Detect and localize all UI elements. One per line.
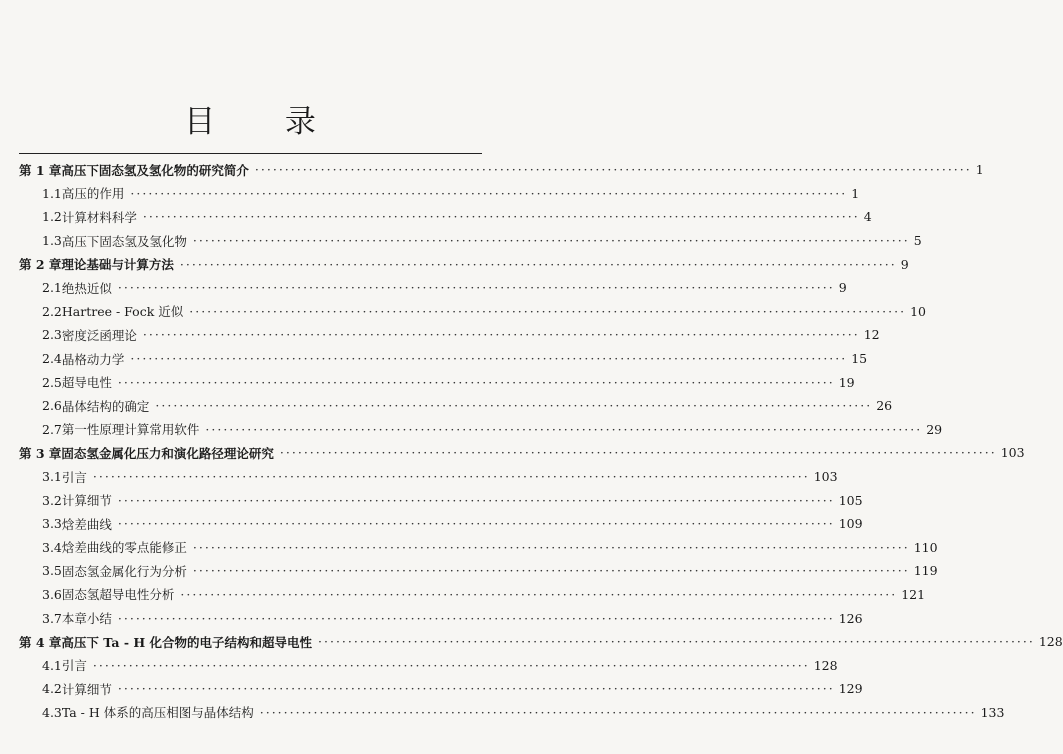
section-title: 超导电性 [61,375,112,391]
leader-dots: ························································································································ [192,563,910,579]
toc-section-entry[interactable] [0,653,838,677]
page-number: 109 [838,516,863,532]
section-number: 1.2 [42,209,62,225]
section-number: 4.3 [42,704,62,720]
page-number: 10 [910,303,926,319]
toc-section-entry[interactable] [0,559,938,583]
toc-section-entry[interactable] [0,677,863,701]
leader-dots: ························································································································ [117,492,835,508]
toc-section-entry[interactable] [0,418,943,442]
leader-dots: ························································································································ [142,209,860,225]
page-number: 128 [813,657,838,673]
page-number: 103 [813,469,838,485]
leader-dots: ························································································································ [130,185,848,201]
section-title: Ta - H 体系的高压相图与晶体结构 [61,705,254,721]
section-number: 2.3 [42,327,62,343]
page-number: 133 [980,704,1005,720]
section-title: 计算细节 [61,681,112,697]
chapter-number: 第 4 章 [19,634,62,650]
section-title: 焓差曲线 [61,516,112,532]
toc-section-entry[interactable] [0,536,938,560]
chapter-title: 高压下 Ta - H 化合物的电子结构和超导电性 [61,634,313,650]
section-title: 固态氢金属化行为分析 [61,563,187,579]
toc-section-entry[interactable] [0,394,893,418]
toc-section-entry[interactable] [0,300,926,324]
section-title: 绝热近似 [61,280,112,296]
page-number: 15 [851,351,868,367]
toc-section-entry[interactable] [0,606,863,630]
page-number: 121 [901,586,926,602]
section-number: 3.4 [42,539,62,555]
section-title: 计算细节 [61,493,112,509]
section-title: 高压的作用 [61,186,125,202]
section-title: Hartree - Fock 近似 [61,304,184,320]
chapter-number: 第 2 章 [19,257,62,273]
section-number: 2.7 [42,421,62,437]
page-number: 19 [838,374,855,390]
leader-dots: ························································································································ [254,162,972,178]
toc-section-entry[interactable] [0,583,926,607]
section-number: 4.2 [42,681,62,697]
toc-section-entry[interactable] [0,182,860,206]
section-number: 2.4 [42,351,62,367]
leader-dots: ························································································································ [192,539,910,555]
toc-section-entry[interactable] [0,323,880,347]
page-number: 126 [838,610,863,626]
leader-dots: ························································································································ [117,681,835,697]
section-title: 晶体结构的确定 [61,398,150,414]
section-number: 1.1 [42,185,62,201]
leader-dots: ························································································································ [189,303,907,319]
chapter-title: 固态氢金属化压力和演化路径理论研究 [61,445,274,461]
page-number: 129 [838,681,863,697]
leader-dots: ························································································································ [192,233,910,249]
toc-chapter-entry[interactable] [0,252,909,276]
section-number: 2.2 [42,303,62,319]
section-number: 3.5 [42,563,62,579]
leader-dots: ························································································································ [179,256,897,272]
leader-dots: ························································································································ [130,351,848,367]
section-number: 2.5 [42,374,62,390]
leader-dots: ························································································································ [117,610,835,626]
leader-dots: ························································································································ [92,657,810,673]
leader-dots: ························································································································ [142,327,860,343]
leader-dots: ························································································································ [117,374,835,390]
toc-section-entry[interactable] [0,512,863,536]
leader-dots: ························································································································ [259,704,977,720]
toc-section-entry[interactable] [0,205,872,229]
leader-dots: ························································································································ [117,516,835,532]
page-number: 26 [876,398,893,414]
chapter-number: 第 1 章 [19,162,62,178]
leader-dots: ························································································································ [318,634,1035,650]
section-title: 第一性原理计算常用软件 [61,422,200,438]
leader-dots: ························································································································ [180,586,898,602]
page-number: 1 [975,162,984,178]
section-number: 2.1 [42,280,62,296]
leader-dots: ························································································································ [117,280,835,296]
page-number: 110 [913,539,938,555]
section-number: 4.1 [42,657,62,673]
toc-section-entry[interactable] [0,229,922,253]
page-title: 目 录 [184,104,346,140]
toc-section-entry[interactable] [0,488,863,512]
leader-dots: ························································································································ [205,421,923,437]
chapter-title: 理论基础与计算方法 [61,257,174,273]
section-number: 3.6 [42,586,62,602]
section-number: 3.7 [42,610,62,626]
toc-chapter-entry[interactable] [0,441,1025,465]
page-number: 12 [863,327,880,343]
toc-section-entry[interactable] [0,276,847,300]
toc-section-entry[interactable] [0,465,838,489]
page-number: 105 [838,492,863,508]
section-number: 1.3 [42,233,62,249]
toc-chapter-entry[interactable] [0,630,1063,654]
page-number: 4 [863,209,872,225]
section-title: 晶格动力学 [61,351,125,367]
page-number: 119 [913,563,938,579]
leader-dots: ························································································································ [155,398,873,414]
section-number: 2.6 [42,398,62,414]
table-of-contents [0,158,1063,724]
section-number: 3.1 [42,469,62,485]
section-title: 高压下固态氢及氢化物 [61,233,187,249]
section-title: 焓差曲线的零点能修正 [61,540,187,556]
section-title: 固态氢超导电性分析 [61,587,175,603]
page-number: 1 [851,185,860,201]
section-title: 计算材料科学 [61,209,137,225]
page-number: 5 [913,233,922,249]
leader-dots: ························································································································ [279,445,997,461]
page-number: 103 [1000,445,1025,461]
toc-section-entry[interactable] [0,370,855,394]
toc-section-entry[interactable] [0,701,1005,725]
section-number: 3.3 [42,516,62,532]
chapter-number: 第 3 章 [19,445,62,461]
section-number: 3.2 [42,492,62,508]
toc-chapter-entry[interactable] [0,158,984,182]
page-number: 9 [900,256,909,272]
page-number: 9 [838,280,847,296]
chapter-title: 高压下固态氢及氢化物的研究简介 [61,162,249,178]
section-title: 密度泛函理论 [61,327,137,343]
title-rule [19,153,482,154]
leader-dots: ························································································································ [92,469,810,485]
section-title: 本章小结 [61,611,112,627]
section-title: 引言 [61,469,87,485]
toc-section-entry[interactable] [0,347,868,371]
page-number: 29 [926,421,943,437]
section-title: 引言 [61,658,87,674]
page-number: 128 [1038,634,1063,650]
